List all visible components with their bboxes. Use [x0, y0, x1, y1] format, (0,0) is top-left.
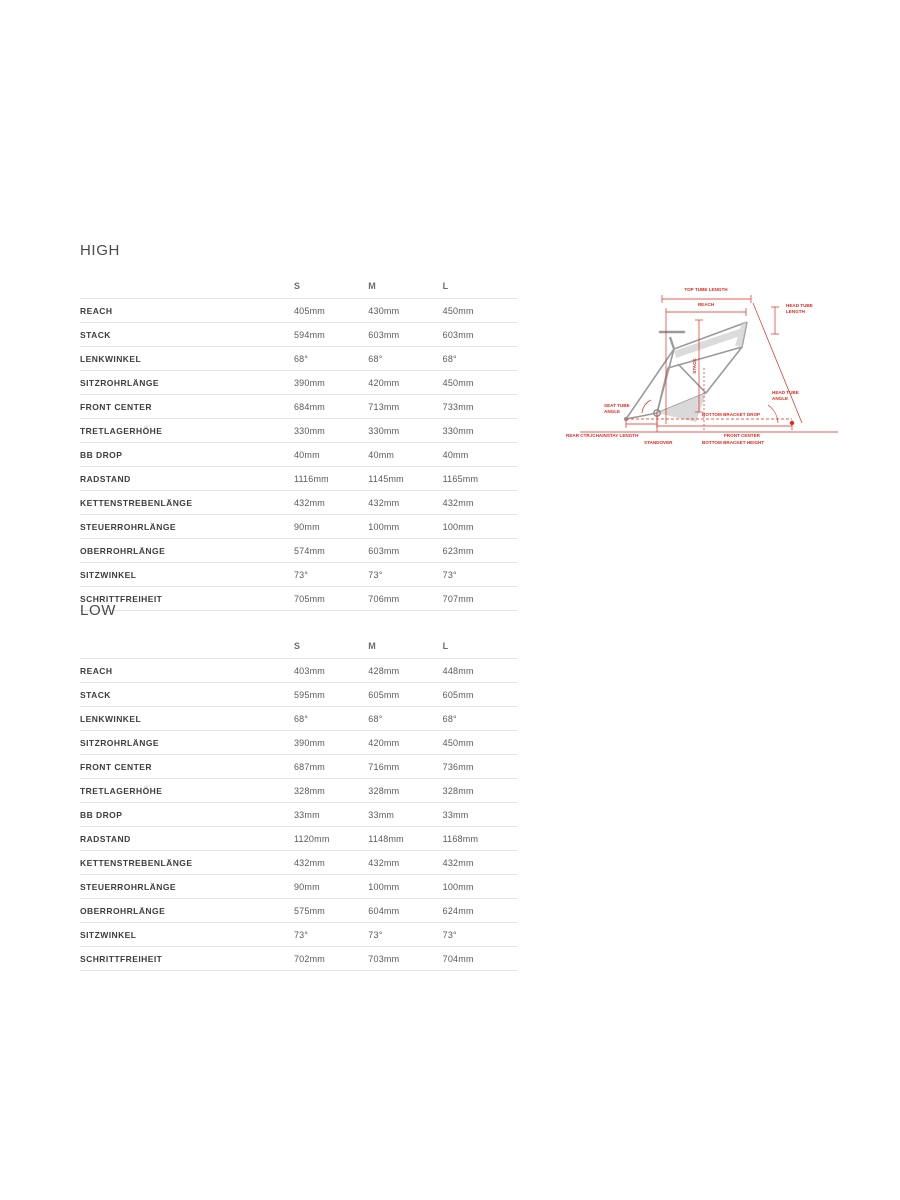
label-stack: STACK	[692, 358, 697, 374]
cell-s: 405mm	[294, 299, 368, 323]
row-label: SITZROHRLÄNGE	[80, 371, 294, 395]
column-header-s: S	[293, 641, 301, 651]
cell-m: 716mm	[368, 755, 442, 779]
cell-m: 1148mm	[368, 827, 442, 851]
cell-l: 623mm	[443, 539, 517, 563]
cell-s: 90mm	[294, 515, 368, 539]
table-title-high: HIGH	[80, 242, 120, 259]
cell-s: 702mm	[294, 947, 368, 971]
cell-s: 403mm	[294, 659, 368, 683]
cell-m: 1145mm	[368, 467, 442, 491]
row-label: RADSTAND	[80, 827, 294, 851]
table-row	[80, 875, 517, 899]
cell-m: 100mm	[368, 515, 442, 539]
cell-s: 68°	[294, 347, 368, 371]
cell-s: 90mm	[294, 875, 368, 899]
row-label: SCHRITTFREIHEIT	[80, 947, 294, 971]
table-row	[80, 539, 517, 563]
cell-m: 420mm	[368, 731, 442, 755]
table-body	[80, 659, 517, 971]
table-row	[80, 851, 517, 875]
label-head-tube-angle: HEAD TUBE	[772, 390, 799, 395]
cell-m: 703mm	[368, 947, 442, 971]
column-header-measure	[80, 641, 294, 659]
cell-l: 100mm	[443, 875, 517, 899]
cell-m: 432mm	[368, 851, 442, 875]
row-label: BB DROP	[80, 803, 294, 827]
row-label: RADSTAND	[80, 467, 294, 491]
cell-l: 1168mm	[443, 827, 517, 851]
cell-s: 594mm	[294, 323, 368, 347]
label-bottom-bracket-height: BOTTOM BRACKET HEIGHT	[702, 440, 765, 445]
cell-s: 328mm	[294, 779, 368, 803]
row-label: REACH	[80, 659, 294, 683]
column-header-measure	[80, 281, 294, 299]
cell-m: 603mm	[368, 323, 442, 347]
label-seat-tube-angle-2: ANGLE	[604, 409, 621, 414]
cell-m: 68°	[368, 347, 442, 371]
cell-s: 390mm	[294, 731, 368, 755]
table-row	[80, 683, 517, 707]
cell-l: 624mm	[443, 899, 517, 923]
table-header-row	[80, 281, 517, 299]
table-row	[80, 515, 517, 539]
cell-m: 604mm	[368, 899, 442, 923]
table-row	[80, 299, 517, 323]
column-header-l: L	[442, 641, 449, 651]
label-reach: REACH	[697, 302, 715, 307]
row-label: LENKWINKEL	[80, 707, 294, 731]
cell-l: 450mm	[443, 299, 517, 323]
cell-s: 432mm	[294, 851, 368, 875]
row-label: FRONT CENTER	[80, 395, 294, 419]
cell-m: 100mm	[368, 875, 442, 899]
row-label: SITZWINKEL	[80, 563, 294, 587]
cell-l: 328mm	[443, 779, 517, 803]
cell-s: 432mm	[294, 491, 368, 515]
row-label: SITZROHRLÄNGE	[80, 731, 294, 755]
column-header-m: M	[368, 281, 377, 291]
cell-m: 432mm	[368, 491, 442, 515]
column-header-s: S	[293, 281, 301, 291]
cell-s: 575mm	[294, 899, 368, 923]
cell-m: 73°	[368, 563, 442, 587]
table-row	[80, 347, 517, 371]
cell-l: 40mm	[443, 443, 517, 467]
row-label: REACH	[80, 299, 294, 323]
table-head	[80, 281, 517, 299]
row-label: BB DROP	[80, 443, 294, 467]
label-bottom-bracket-drop: BOTTOM BRACKET DROP	[702, 412, 761, 417]
cell-s: 390mm	[294, 371, 368, 395]
column-header-m: M	[368, 641, 377, 651]
cell-l: 603mm	[443, 323, 517, 347]
label-standover: STANDOVER	[644, 440, 673, 445]
table-row	[80, 491, 517, 515]
table-header-row	[80, 641, 517, 659]
table-row	[80, 419, 517, 443]
cell-s: 1116mm	[294, 467, 368, 491]
cell-s: 684mm	[294, 395, 368, 419]
row-label: TRETLAGERHÖHE	[80, 779, 294, 803]
cell-s: 1120mm	[294, 827, 368, 851]
table-row	[80, 923, 517, 947]
cell-s: 687mm	[294, 755, 368, 779]
table-row	[80, 371, 517, 395]
table-row	[80, 443, 517, 467]
cell-s: 705mm	[294, 587, 368, 611]
cell-s: 330mm	[294, 419, 368, 443]
column-header-l: L	[442, 281, 449, 291]
cell-l: 605mm	[443, 683, 517, 707]
table-row	[80, 779, 517, 803]
cell-l: 450mm	[443, 371, 517, 395]
cell-s: 574mm	[294, 539, 368, 563]
cell-l: 100mm	[443, 515, 517, 539]
cell-m: 430mm	[368, 299, 442, 323]
cell-m: 40mm	[368, 443, 442, 467]
cell-m: 428mm	[368, 659, 442, 683]
bike-geometry-diagram	[556, 272, 846, 477]
row-label: KETTENSTREBENLÄNGE	[80, 491, 294, 515]
cell-m: 68°	[368, 707, 442, 731]
frame-shading	[674, 322, 747, 358]
table-row	[80, 827, 517, 851]
cell-l: 432mm	[443, 851, 517, 875]
row-label: FRONT CENTER	[80, 755, 294, 779]
table-row	[80, 731, 517, 755]
label-rear-center-chainstay-length: REAR CTR./CHAINSTAY LENGTH	[566, 433, 639, 438]
row-label: TRETLAGERHÖHE	[80, 419, 294, 443]
label-seat-tube-angle: SEAT TUBE	[604, 403, 630, 408]
table-high	[80, 281, 517, 611]
row-label: STACK	[80, 323, 294, 347]
cell-l: 73°	[443, 923, 517, 947]
cell-s: 73°	[294, 923, 368, 947]
cell-m: 33mm	[368, 803, 442, 827]
table-row	[80, 323, 517, 347]
geometry-table-high	[80, 242, 517, 611]
cell-m: 73°	[368, 923, 442, 947]
table-row	[80, 563, 517, 587]
table-row	[80, 659, 517, 683]
cell-m: 328mm	[368, 779, 442, 803]
table-row	[80, 947, 517, 971]
label-top-tube-length: TOP TUBE LENGTH	[684, 287, 728, 292]
cell-m: 605mm	[368, 683, 442, 707]
table-low	[80, 641, 517, 971]
cell-l: 450mm	[443, 731, 517, 755]
cell-m: 713mm	[368, 395, 442, 419]
label-head-tube-length: HEAD TUBE	[786, 303, 813, 308]
row-label: LENKWINKEL	[80, 347, 294, 371]
cell-s: 40mm	[294, 443, 368, 467]
cell-l: 736mm	[443, 755, 517, 779]
label-head-tube-length-2: LENGTH	[786, 309, 805, 314]
cell-m: 330mm	[368, 419, 442, 443]
table-head	[80, 641, 517, 659]
cell-l: 68°	[443, 347, 517, 371]
row-label: STEUERROHRLÄNGE	[80, 515, 294, 539]
cell-s: 595mm	[294, 683, 368, 707]
row-label: STEUERROHRLÄNGE	[80, 875, 294, 899]
table-row	[80, 467, 517, 491]
cell-l: 33mm	[443, 803, 517, 827]
row-label: KETTENSTREBENLÄNGE	[80, 851, 294, 875]
cell-m: 603mm	[368, 539, 442, 563]
cell-l: 330mm	[443, 419, 517, 443]
cell-s: 73°	[294, 563, 368, 587]
label-head-tube-angle-2: ANGLE	[772, 396, 789, 401]
cell-m: 706mm	[368, 587, 442, 611]
table-row	[80, 899, 517, 923]
cell-l: 448mm	[443, 659, 517, 683]
cell-l: 432mm	[443, 491, 517, 515]
row-label: OBERROHRLÄNGE	[80, 899, 294, 923]
geometry-table-low	[80, 602, 517, 971]
row-label: SCHRITTFREIHEIT	[80, 587, 294, 611]
cell-l: 68°	[443, 707, 517, 731]
table-title-low: LOW	[80, 602, 116, 619]
cell-l: 1165mm	[443, 467, 517, 491]
cell-l: 733mm	[443, 395, 517, 419]
table-row	[80, 395, 517, 419]
row-label: SITZWINKEL	[80, 923, 294, 947]
table-row	[80, 707, 517, 731]
row-label: OBERROHRLÄNGE	[80, 539, 294, 563]
table-row	[80, 803, 517, 827]
cell-s: 68°	[294, 707, 368, 731]
row-label: STACK	[80, 683, 294, 707]
cell-l: 704mm	[443, 947, 517, 971]
cell-l: 707mm	[443, 587, 517, 611]
cell-m: 420mm	[368, 371, 442, 395]
table-row	[80, 755, 517, 779]
cell-s: 33mm	[294, 803, 368, 827]
cell-l: 73°	[443, 563, 517, 587]
table-body	[80, 299, 517, 611]
label-front-center: FRONT CENTER	[724, 433, 760, 438]
